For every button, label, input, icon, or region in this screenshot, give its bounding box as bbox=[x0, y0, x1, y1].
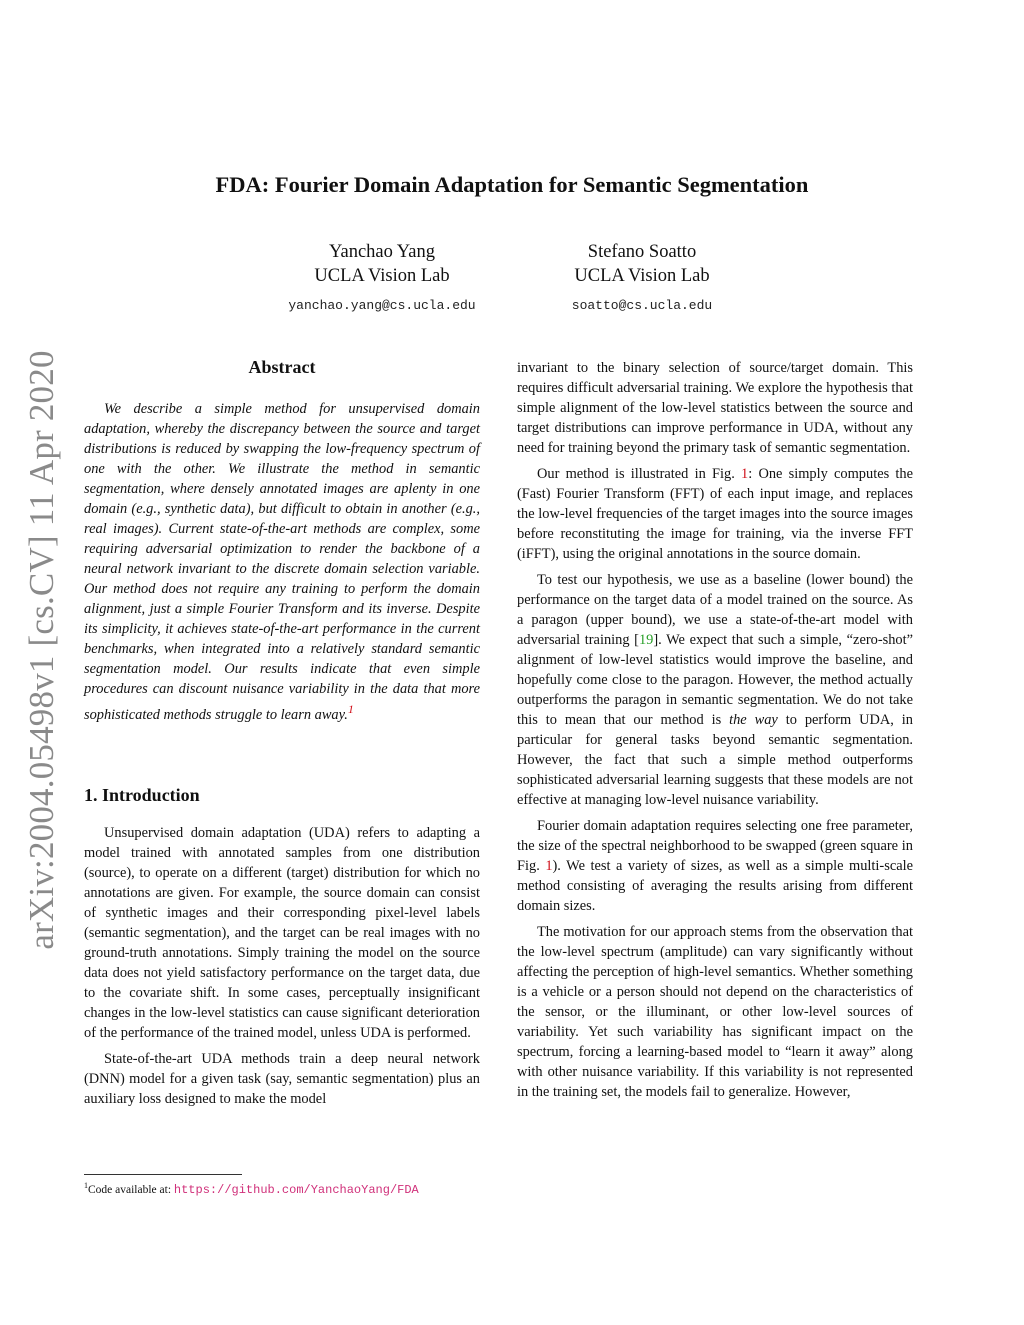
author-name: Stefano Soatto bbox=[587, 242, 697, 262]
paragraph: Unsupervised domain adaptation (UDA) refers to adapting a model trained with annotated samples from one distribution (source), to operate on a different (target) distribution for which no annotations are given. For example, the source domain can consist of synthetic images and their corresponding pixel-level labels (semantic segmentation), and the target can be real images with no ground-truth annotations. Simply training the model on the source data does not yield satisfactory performance on the target data, due to the covariate shift. In some cases, perceptually insignificant changes in the low-level statistics can cause significant deterioration of the performance of the trained model, unless UDA is performed. bbox=[84, 824, 480, 1041]
author-email: soatto@cs.ucla.edu bbox=[571, 298, 713, 313]
paragraph: invariant to the binary selection of source/target domain. This requires difficult adversarial training. We explore the hypothesis that simple alignment of the low-level statistics between the source and target distributions can improve performance in UDA, without any need for training beyond the primary task of semantic segmentation. bbox=[517, 360, 913, 456]
abstract-text: We describe a simple method for unsupervised domain adaptation, whereby the discrepancy between the source and target distributions is reduced by swapping the low-frequency spectrum of one with the other. We illustrate the method in semantic segmentation, where densely annotated images are aplenty in one domain (e.g., synthetic data), but difficult to obtain in another (e.g., real images). Current state-of-the-art methods are complex, some requiring adversarial optimization to render the backbone of a neural network invariant to the discrete domain selection variable. Our method does not require any training to perform the domain alignment, just a simple Fourier Transform and its inverse. Despite its simplicity, it achieves state-of-the-art performance in the current benchmarks, when integrated into a relatively standard semantic segmentation model. Our results indicate that even simple procedures can discount nuisance variability in the data that more sophisticated methods struggle to learn away.$^1$ bbox=[84, 401, 480, 723]
citation-ref[interactable]: 19 bbox=[638, 632, 654, 648]
author-block bbox=[502, 240, 782, 318]
paragraph: State-of-the-art UDA methods train a deep neural network (DNN) model for a given task (say, semantic segmentation) plus an auxiliary loss designed to make the model bbox=[84, 1050, 480, 1107]
footnote-label: Code available at: bbox=[88, 1183, 172, 1196]
paragraph: To test our hypothesis, we use as a baseline (lower bound) the performance on the target data of a model trained on the source. As a paragon (upper bound), we use a state-of-the-art model with adversarial training [19]. We expect that such a simple, “zero-shot” alignment of low-level statistics would improve the baseline, and hopefully come close to the paragon. However, the method actually outperforms the paragon in semantic segmentation. We do not take this to mean that our method is the way to perform UDA, in particular for general tasks beyond semantic segmentation. However, the fact that such a simple method outperforms sophisticated adversarial learning suggests that these models are not effective at managing low-level nuisance variability. bbox=[517, 572, 913, 808]
code-link[interactable]: https://github.com/YanchaoYang/FDA bbox=[173, 1182, 419, 1197]
figure-ref[interactable]: 1 bbox=[545, 858, 553, 874]
figure-ref[interactable]: 1 bbox=[741, 466, 749, 482]
author-affiliation: UCLA Vision Lab bbox=[574, 266, 710, 286]
paper-title: FDA: Fourier Domain Adaptation for Semantic Segmentation bbox=[215, 172, 809, 197]
paragraph: The motivation for our approach stems from the observation that the low-level spectrum (amplitude) can vary significantly without affecting the perception of high-level semantics. Whether something is a vehicle or a person should not depend on the characteristics of the sensor, or the illuminant, or other low-level sources of variability. Yet such variability has significant impact on the spectrum, forcing a learning-based model to “learn it away” along with other nuisance variability. If this variability is not represented in the training set, the models fail to generalize. However, bbox=[517, 924, 913, 1100]
footnote-mark: 1 bbox=[84, 1181, 88, 1190]
author-block bbox=[242, 240, 522, 318]
footnote bbox=[84, 1174, 504, 1197]
left-column bbox=[84, 357, 480, 1109]
abstract-heading: Abstract bbox=[248, 357, 316, 377]
footnote-rule bbox=[84, 1174, 242, 1175]
paragraph: Fourier domain adaptation requires selecting one free parameter, the size of the spectral neighborhood to be swapped (green square in Fig. 1). We test a variety of sizes, as well as a simple multi-scale method consisting of averaging the results arising from different domain sizes. bbox=[517, 818, 913, 914]
section-heading: 1. Introduction bbox=[84, 784, 200, 805]
author-name: Yanchao Yang bbox=[328, 242, 436, 262]
arxiv-id: arXiv:2004.05498v1 [cs.CV] 11 Apr 2020 bbox=[22, 350, 61, 950]
author-affiliation: UCLA Vision Lab bbox=[314, 266, 450, 286]
paragraph: Our method is illustrated in Fig. 1: One simply computes the (Fast) Fourier Transform (FFT) of each input image, and replaces the low-level frequencies of the target images into the source images before reconstituting the image for training, via the inverse FFT (iFFT), using the original annotations in the source domain. bbox=[517, 466, 913, 562]
right-column bbox=[517, 358, 913, 1102]
author-email: yanchao.yang@cs.ucla.edu bbox=[288, 298, 476, 313]
arxiv-stamp bbox=[22, 350, 62, 950]
footnote-ref[interactable]: 1 bbox=[347, 702, 354, 716]
abstract bbox=[84, 399, 480, 725]
